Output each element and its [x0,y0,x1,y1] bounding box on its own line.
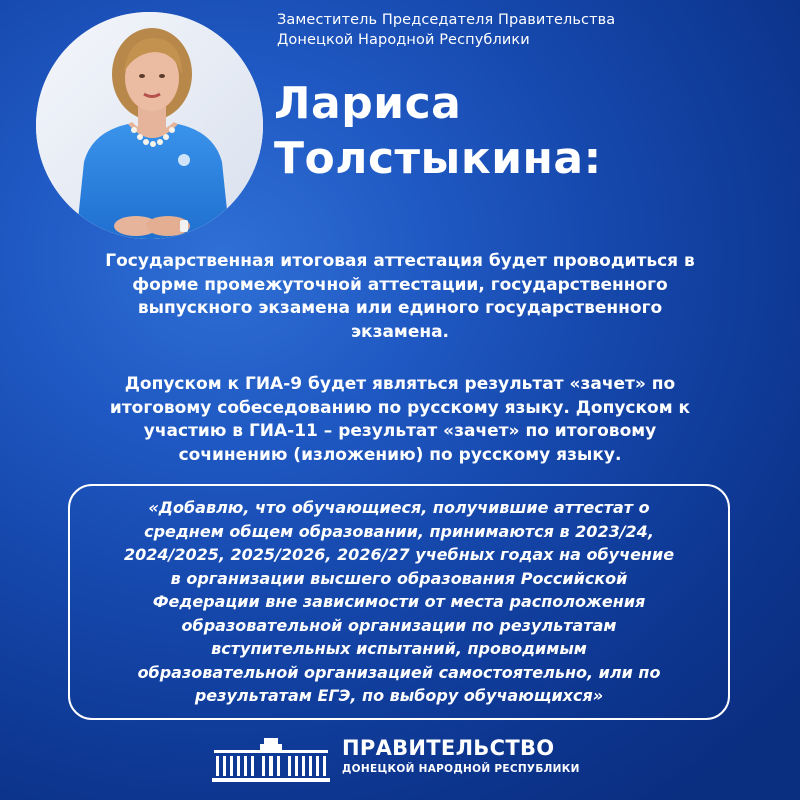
speaker-name [274,76,602,186]
paragraph-line: Допуском к ГИА-9 будет являться результат «зачет» по [124,374,676,394]
logo-subtitle: ДОНЕЦКОЙ НАРОДНОЙ РЕСПУБЛИКИ [342,763,580,775]
position-line: Заместитель Председателя Правительства [277,12,616,28]
quote-line: «Добавлю, что обучающиеся, получившие аттестат о [148,498,650,517]
paragraph-line: форме промежуточной аттестации, государственного [132,274,668,295]
paragraph-line: Государственная итоговая аттестация будет проводиться в [105,251,695,271]
name-line: Толстыкина: [274,133,602,184]
speaker-position [277,10,757,50]
statement-paragraph-2 [20,373,780,467]
logo-title: ПРАВИТЕЛЬСТВО [342,736,555,760]
name-line: Лариса [274,78,462,129]
quote-line: в организации высшего образования Российской [170,568,628,588]
quote-line: среднем общем образовании, принимаются в 2023/24, [144,521,654,541]
paragraph-line: итоговому собеседованию по русскому языку. Допуском к [109,397,691,418]
paragraph-line: выпускного экзамена или единого государственного [137,298,663,318]
position-line: Донецкой Народной Республики [277,32,530,48]
speaker-photo [36,12,263,239]
quote-line: 2024/2025, 2025/2026, 2026/27 учебных годах на обучение [123,545,675,564]
quote-text [70,496,728,708]
paragraph-line: участию в ГИА-11 – результат «зачет» по итоговому [143,421,657,441]
quote-line: образовательной организации по результатам [181,615,617,635]
paragraph-line: экзамена. [350,321,450,342]
quote-line: результатам ЕГЭ, по выбору обучающихся» [194,686,604,705]
quote-line: образовательной организацией самостоятельно, или по [137,662,661,682]
quote-line: Федерации вне зависимости от места расположения [152,592,646,611]
government-building-icon [212,738,330,784]
statement-paragraph-1 [20,250,780,344]
quote-box [68,484,730,720]
paragraph-line: сочинению (изложению) по русскому языку. [178,444,622,465]
government-logo [212,736,612,786]
quote-line: вступительных испытаний, проводимым [211,639,587,658]
speaker-portrait [36,12,263,239]
